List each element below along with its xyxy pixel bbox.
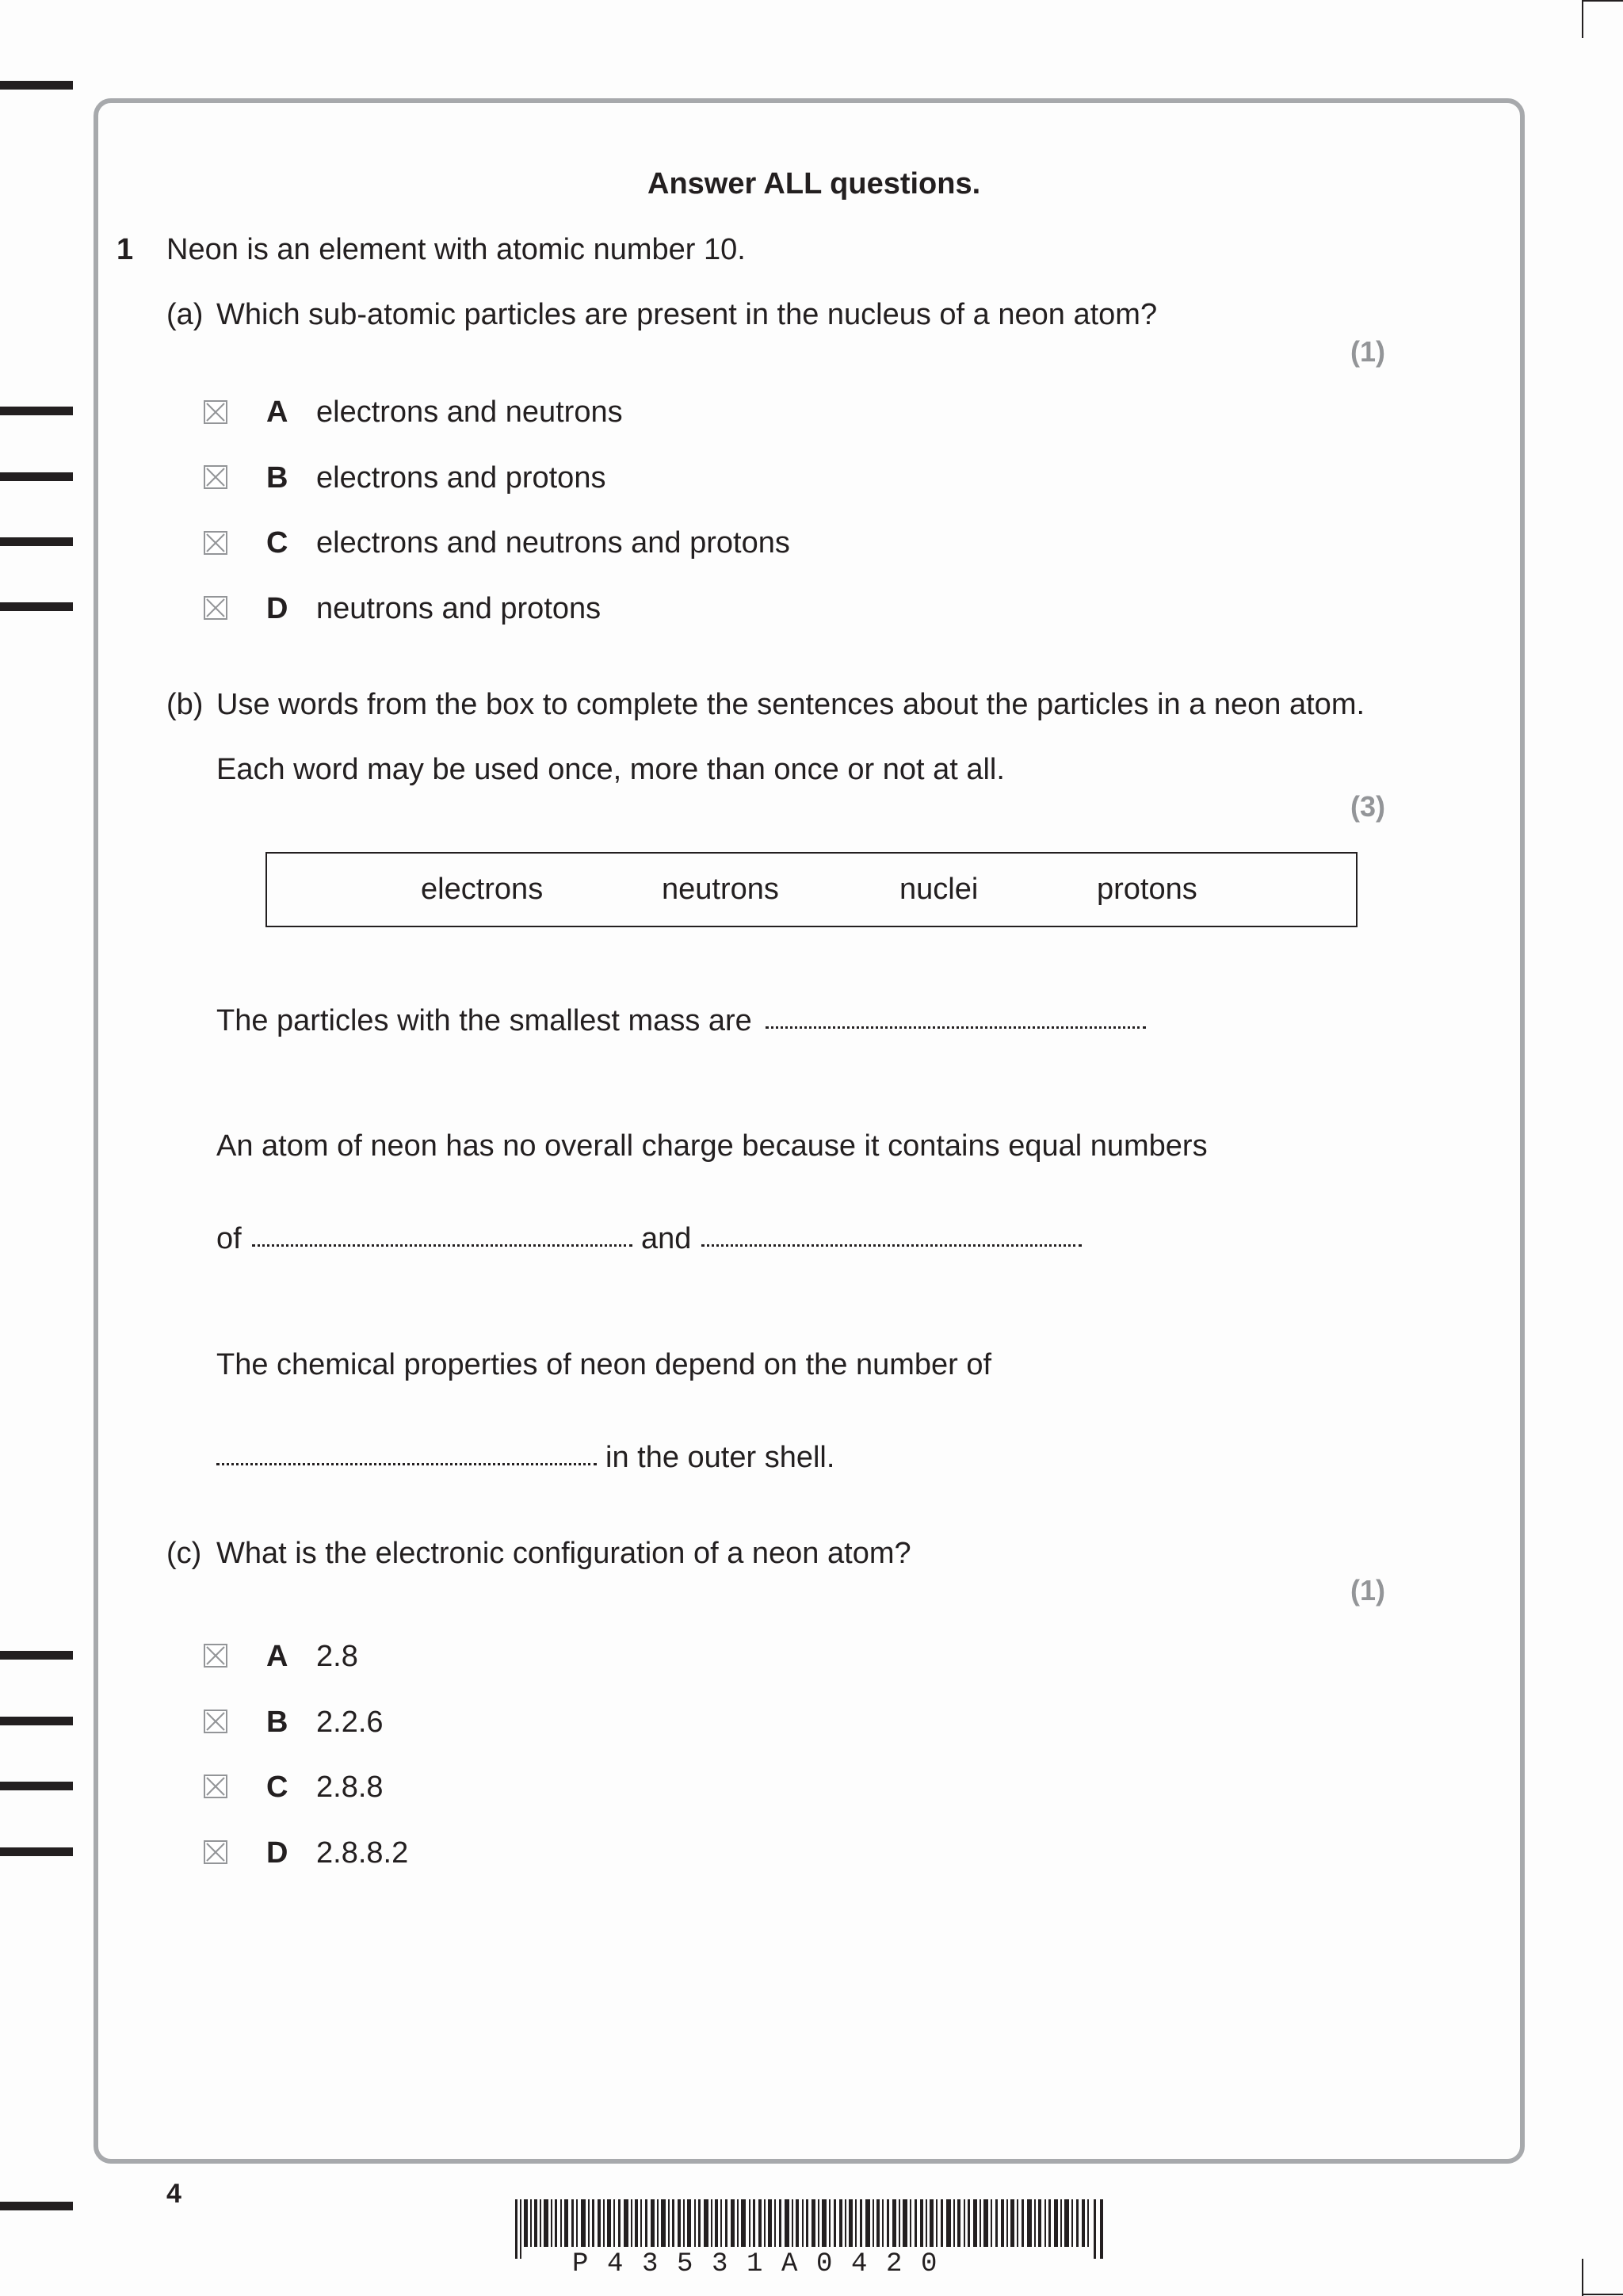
cross-icon [205,598,226,618]
cross-icon [205,1645,226,1666]
answer-line[interactable] [252,1244,632,1247]
option-letter: D [266,1836,288,1870]
timing-mark [0,1782,73,1790]
barcode-digit: 1 [747,2249,763,2279]
sentence-2-and: and [641,1222,692,1255]
page-number: 4 [166,2179,181,2209]
answer-checkbox[interactable] [204,596,227,620]
part-a-label: (a) [166,298,204,331]
part-a-question: Which sub-atomic particles are present in the nucleus of a neon atom? [216,298,1158,331]
option-text: electrons and neutrons [316,395,623,429]
timing-mark [0,1717,73,1725]
barcode-digits [572,2249,956,2279]
part-b-marks: (3) [1350,790,1385,823]
option-letter: B [266,461,288,495]
answer-line[interactable] [701,1244,1082,1247]
word-box [265,852,1358,927]
timing-mark [0,1651,73,1660]
answer-line[interactable] [216,1463,597,1465]
word-box-item: neutrons [662,873,779,906]
answer-checkbox[interactable] [204,1710,227,1733]
barcode-digit: P [572,2249,589,2279]
crop-mark [1583,2294,1623,2295]
timing-mark [0,81,73,90]
crop-mark [1582,2259,1583,2296]
barcode-digit: 3 [712,2249,728,2279]
sentence-3-end: in the outer shell. [605,1441,835,1474]
option-letter: C [266,526,288,560]
word-box-item: protons [1097,873,1197,906]
timing-mark [0,472,73,481]
sentence-1: The particles with the smallest mass are [216,1004,752,1037]
part-b-label: (b) [166,688,204,721]
barcode-digit: 3 [642,2249,659,2279]
barcode-digit: 0 [921,2249,938,2279]
barcode-digit: 5 [677,2249,693,2279]
option-text: 2.8 [316,1640,358,1673]
answer-checkbox[interactable] [204,400,227,424]
option-letter: B [266,1706,288,1739]
option-letter: D [266,592,288,625]
option-text: 2.8.8 [316,1771,384,1804]
part-c-marks: (1) [1350,1574,1385,1606]
barcode-digit: 4 [607,2249,624,2279]
part-c-question: What is the electronic configuration of a neon atom? [216,1537,911,1570]
barcode-digit: 2 [886,2249,903,2279]
cross-icon [205,1711,226,1732]
word-box-item: electrons [421,873,544,906]
timing-mark [0,2202,73,2210]
timing-mark [0,407,73,415]
answer-checkbox[interactable] [204,531,227,555]
barcode-digit: 4 [851,2249,868,2279]
option-text: neutrons and protons [316,592,601,625]
answer-checkbox[interactable] [204,1775,227,1798]
cross-icon [205,467,226,487]
answer-line[interactable] [766,1026,1146,1029]
part-b-instruction: Each word may be used once, more than once or not at all. [216,753,1005,786]
option-text: electrons and neutrons and protons [316,526,790,560]
option-letter: A [266,1640,288,1673]
timing-mark [0,1847,73,1856]
cross-icon [205,402,226,422]
barcode-digit: A [781,2249,798,2279]
crop-mark [1582,0,1583,38]
timing-mark [0,602,73,611]
answer-checkbox[interactable] [204,1840,227,1864]
answer-checkbox[interactable] [204,1644,227,1668]
timing-mark [0,537,73,546]
part-c-label: (c) [166,1537,202,1570]
option-text: 2.8.8.2 [316,1836,409,1870]
cross-icon [205,1776,226,1797]
question-stem: Neon is an element with atomic number 10. [166,233,746,266]
cross-icon [205,533,226,553]
part-b-question: Use words from the box to complete the sentences about the particles in a neon atom. [216,688,1365,721]
sentence-2: An atom of neon has no overall charge because it contains equal numbers [216,1129,1208,1163]
part-a-marks: (1) [1350,335,1385,368]
sentence-3: The chemical properties of neon depend on the number of [216,1348,992,1381]
crop-mark [1583,0,1623,2]
barcode-digit: 0 [816,2249,833,2279]
word-box-item: nuclei [899,873,979,906]
option-text: electrons and protons [316,461,606,495]
page-heading: Answer ALL questions. [647,167,981,201]
answer-checkbox[interactable] [204,465,227,489]
sentence-2-of: of [216,1222,242,1255]
cross-icon [205,1842,226,1862]
option-letter: A [266,395,288,429]
question-number: 1 [116,233,134,266]
option-letter: C [266,1771,288,1804]
option-text: 2.2.6 [316,1706,384,1739]
